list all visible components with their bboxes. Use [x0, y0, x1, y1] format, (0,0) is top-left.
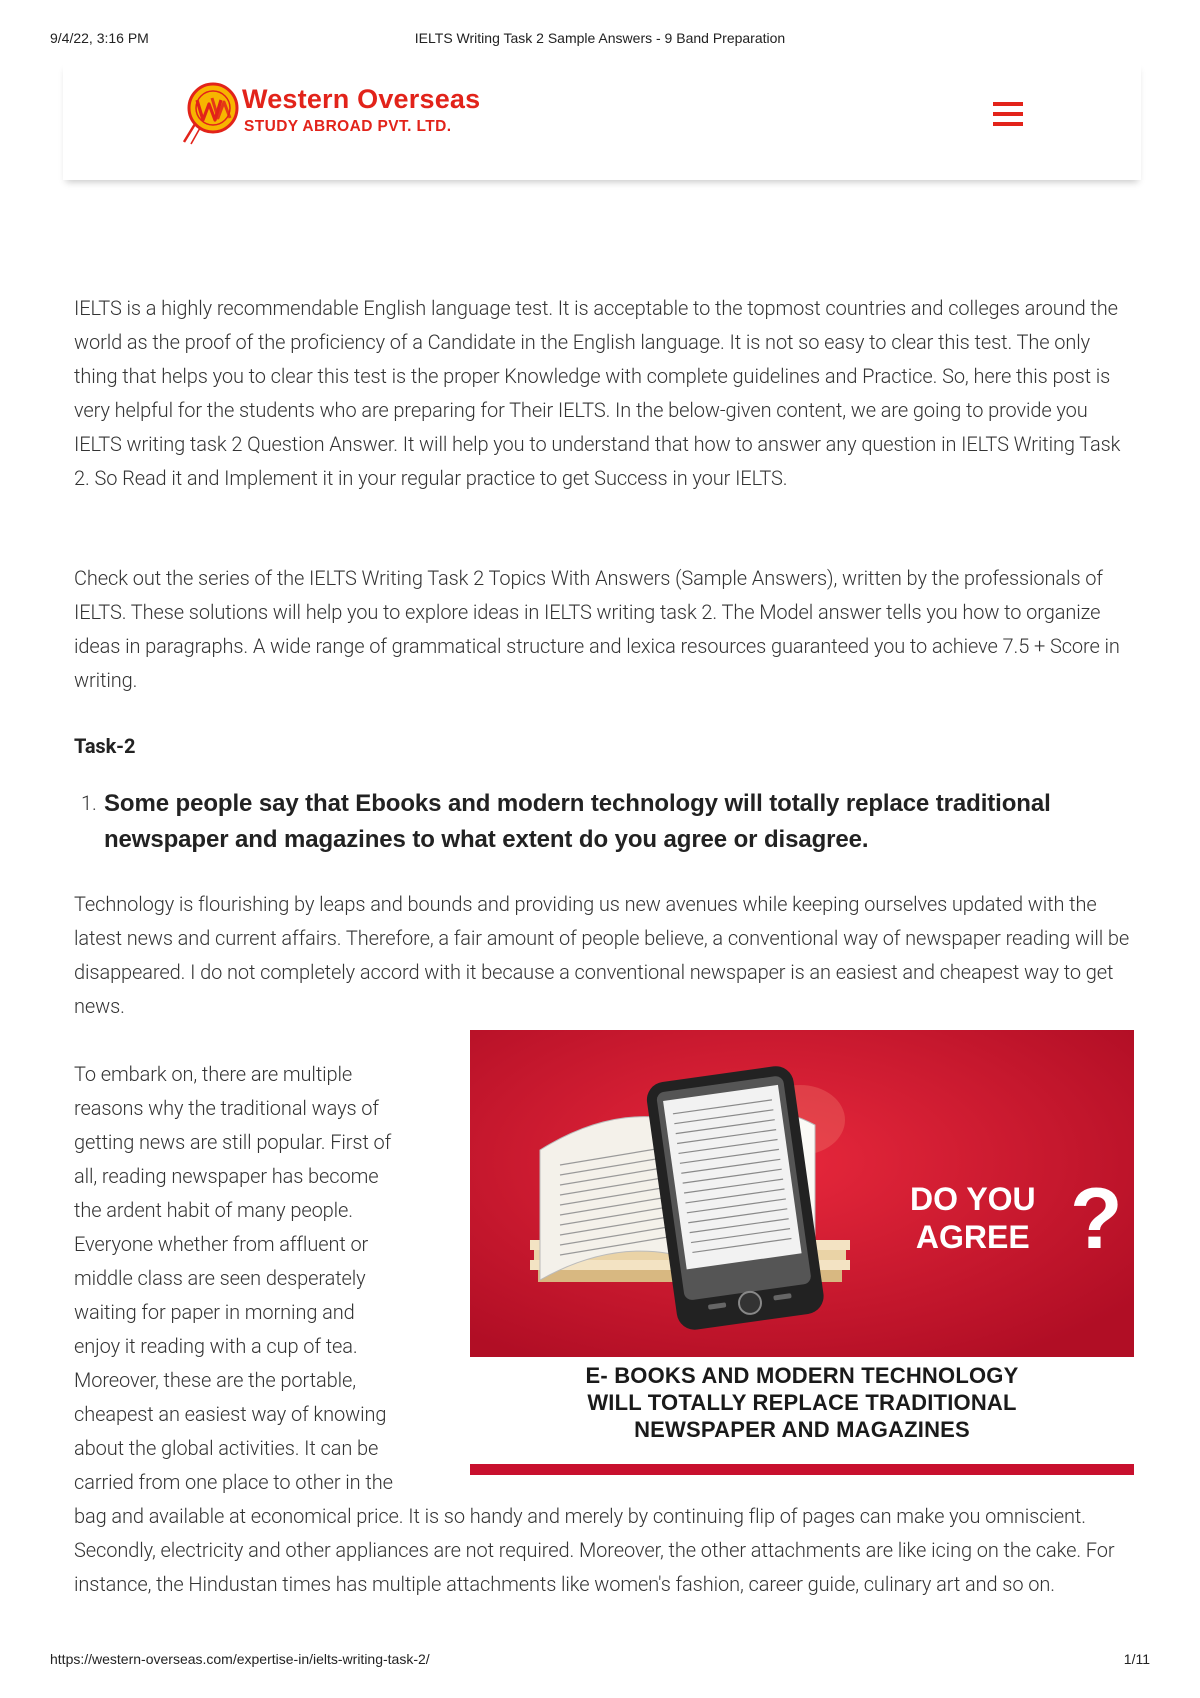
hamburger-menu-icon[interactable] — [993, 102, 1027, 128]
answer-line: getting news are still popular. First of — [74, 1130, 392, 1154]
print-footer — [0, 1651, 1200, 1671]
answer-line: the ardent habit of many people. — [74, 1198, 353, 1222]
article-figure — [470, 1030, 1134, 1475]
answer-line: middle class are seen desperately — [74, 1266, 366, 1290]
print-url[interactable]: https://western-overseas.com/expertise-in/ielts-writing-task-2/ — [50, 1651, 430, 1667]
figure-caption-line: WILL TOTALLY REPLACE TRADITIONAL — [587, 1390, 1017, 1415]
series-paragraph — [74, 561, 1134, 697]
question-number: 1. — [81, 791, 97, 815]
answer-text-2: bag and available at economical price. It is so handy and merely by continuing flip of pages can make you omniscient. Secondly, electricity and other appliances are not required. Moreover, the other attachments are like icing on the cake. For instance, the Hindustan times has multiple attachments like women's fashion, career guide, culinary art and so on. — [74, 1504, 1115, 1596]
answer-line: all, reading newspaper has become — [74, 1164, 379, 1188]
task-heading — [74, 729, 1134, 763]
answer-line: reasons why the traditional ways of — [74, 1096, 379, 1120]
question-mark-icon: ? — [1070, 1171, 1123, 1267]
figure-caption-line: E- BOOKS AND MODERN TECHNOLOGY — [585, 1363, 1019, 1388]
answer-line: about the global activities. It can be — [74, 1436, 379, 1460]
print-page-number: 1/11 — [1123, 1651, 1150, 1667]
answer-paragraph-2-continued — [74, 1499, 1134, 1601]
answer-line: Everyone whether from affluent or — [74, 1232, 369, 1256]
logo-emblem-icon — [183, 76, 245, 148]
answer-paragraph-1 — [74, 887, 1134, 1023]
logo-name: Western Overseas — [242, 84, 481, 114]
site-logo[interactable] — [183, 76, 483, 148]
figure-line-2: AGREE — [915, 1219, 1030, 1255]
answer-line: To embark on, there are multiple — [74, 1062, 353, 1086]
intro-text: IELTS is a highly recommendable English language test. It is acceptable to the topmost countries and colleges around the world as the proof of the proficiency of a Candidate in the English language. It is not so easy to clear this test. The only thing that helps you to clear this test is the proper Knowledge with complete guidelines and Practice. So, here this post is very helpful for the students who are preparing for Their IELTS. In the below-given content, we are going to provide you IELTS writing task 2 Question Answer. It will help you to understand that how to answer any question in IELTS Writing Task 2. So Read it and Implement it in your regular practice to get Success in your IELTS. — [74, 296, 1121, 490]
print-header — [0, 30, 1200, 50]
answer-line: Moreover, these are the portable, — [74, 1368, 356, 1392]
task-label: Task-2 — [74, 734, 136, 758]
answer-line: carried from one place to other in the — [74, 1470, 393, 1494]
answer-line: cheapest an easiest way of knowing — [74, 1402, 387, 1426]
intro-paragraph — [74, 291, 1134, 495]
figure-caption — [470, 1362, 1134, 1443]
print-page-title: IELTS Writing Task 2 Sample Answers - 9 Band Preparation — [414, 30, 786, 46]
answer-line: enjoy it reading with a cup of tea. — [74, 1334, 358, 1358]
question-item — [74, 786, 1134, 866]
print-datetime: 9/4/22, 3:16 PM — [50, 30, 149, 46]
answer-line: waiting for paper in morning and — [74, 1300, 355, 1324]
site-header — [63, 62, 1141, 180]
answer-paragraph-2-wrapped — [74, 1057, 474, 1499]
series-text: Check out the series of the IELTS Writing Task 2 Topics With Answers (Sample Answers), written by the professionals of IELTS. These solutions will help you to explore ideas in IELTS writing task 2. The Model answer tells you how to organize ideas in paragraphs. A wide range of grammatical structure and lexica resources guaranteed you to achieve 7.5 + Score in writing. — [74, 566, 1120, 692]
question-text: Some people say that Ebooks and modern technology will totally replace traditional newspaper and magazines to what extent do you agree or disagree. — [104, 790, 1051, 853]
figure-question-text — [910, 1180, 1036, 1256]
figure-line-1: DO YOU — [910, 1181, 1036, 1217]
figure-caption-line: NEWSPAPER AND MAGAZINES — [634, 1417, 970, 1442]
logo-tagline: STUDY ABROAD PVT. LTD. — [244, 118, 452, 135]
answer-text-1: Technology is flourishing by leaps and bounds and providing us new avenues while keeping ourselves updated with the latest news and current affairs. Therefore, a fair amount of people believe, a conventional way of newspaper reading will be disappeared. I do not completely accord with it because a conventional newspaper is an easiest and cheapest way to get news. — [74, 892, 1130, 1018]
